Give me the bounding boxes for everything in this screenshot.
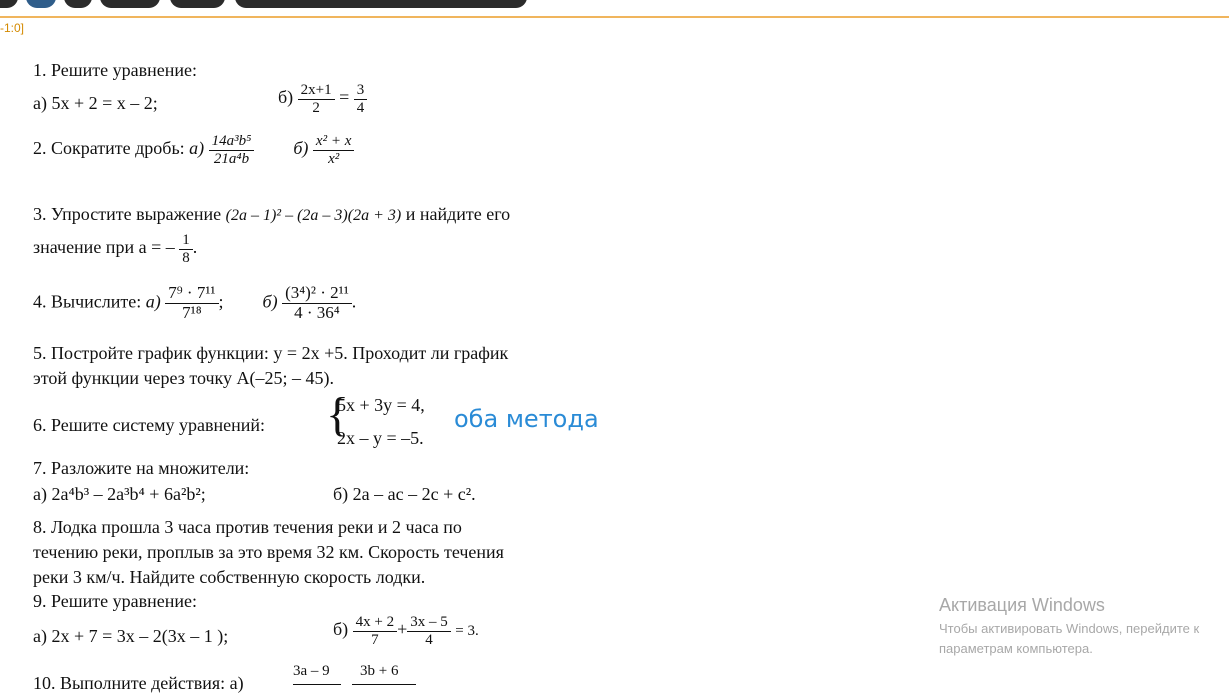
task-9b: б) $\frac{4x + 2}{7}$ + $\frac{3x - 5}{4}$ = 3.	[333, 614, 479, 648]
task-3-expression: (2a – 1)² – (2a – 3)(2a + 3)	[225, 207, 402, 224]
fraction-num: 3x – 5	[407, 614, 451, 632]
task-5-line1: 5. Постройте график функции: y = 2x +5. Проходит ли график	[33, 343, 509, 363]
fraction-num: 14a³b⁵	[209, 133, 255, 151]
fraction-den: 21a⁴b	[213, 150, 250, 167]
task-3-line1	[33, 204, 613, 225]
task-10-title: 10. Выполните действия: а)	[33, 673, 244, 693]
task-1-title: 1. Решите уравнение:	[33, 60, 197, 80]
task-2b-fraction	[313, 133, 354, 167]
task-1b-fraction	[298, 82, 335, 116]
task-7a: а) 2a⁴b³ – 2a³b⁴ + 6a²b²;	[33, 484, 206, 504]
task-9-title: 9. Решите уравнение:	[33, 591, 197, 611]
fraction-num: (3⁴)² · 2¹¹	[282, 284, 352, 304]
task-4-title: 4. Вычислите:	[33, 291, 142, 312]
toolbar-input[interactable]	[235, 0, 527, 8]
task-10-num1: 3a – 9	[293, 663, 330, 679]
fraction-den: 8	[182, 249, 190, 266]
fraction-den: 4	[356, 99, 365, 116]
handwritten-note: оба метода	[454, 405, 599, 433]
fraction-num: 7⁹ · 7¹¹	[165, 284, 218, 304]
task-1a: а) 5x + 2 = x – 2;	[33, 93, 158, 113]
fraction-num: x² + x	[313, 133, 354, 151]
task-3-value-text: значение при a = –	[33, 237, 175, 258]
fraction-den: 2	[312, 99, 320, 116]
task-4: 4. Вычислите: а) $\frac{\text{7⁹ · 7¹¹}}{\text{7¹⁸}}$ ; б) $\frac{\text{(3⁴)² · 2¹¹}}{\text{4 · 36⁴}}$ .	[33, 283, 357, 322]
windows-activation-line1: Чтобы активировать Windows, перейдите к	[939, 621, 1200, 636]
task-8-line3: реки 3 км/ч. Найдите собственную скорость лодки.	[33, 567, 426, 587]
task-9b-fraction-1	[353, 614, 397, 648]
task-9b-label: б)	[333, 619, 349, 640]
task-1b-label: б)	[278, 87, 294, 108]
task-10-fraction-bar	[293, 684, 341, 685]
task-4a-label: а)	[145, 291, 161, 312]
fraction-den: 4	[425, 631, 433, 648]
fraction-num: 4x + 2	[353, 614, 397, 632]
task-2-title: 2. Сократите дробь:	[33, 138, 185, 159]
task-1b	[278, 82, 367, 116]
task-10-num2: 3b + 6	[360, 663, 399, 679]
task-3-text: 3. Упростите выражение	[33, 204, 222, 224]
fraction-den: 7¹⁸	[182, 302, 202, 322]
fraction-num: 3	[354, 82, 368, 100]
task-4b-label: б)	[262, 291, 278, 312]
task-10-fraction-bar	[352, 684, 416, 685]
top-toolbar	[0, 0, 1229, 17]
task-9b-fraction-2	[407, 614, 451, 648]
task-3-fraction	[179, 232, 193, 266]
task-1b-rhs	[354, 82, 368, 116]
windows-activation-title: Активация Windows	[939, 595, 1105, 615]
toolbar-button[interactable]	[64, 0, 92, 8]
windows-activation-line2: параметрам компьютера.	[939, 641, 1093, 656]
task-2a-label: а)	[189, 138, 205, 159]
task-2b-label: б)	[293, 138, 309, 159]
toolbar-button[interactable]	[170, 0, 225, 8]
task-8-line1: 8. Лодка прошла 3 часа против течения реки и 2 часа по	[33, 517, 462, 537]
fraction-den: x²	[328, 150, 340, 167]
toolbar-divider	[0, 16, 1229, 18]
task-8-line2: течению реки, проплыв за это время 32 км. Скорость течения	[33, 542, 504, 562]
task-3-line2: значение при a = – $\frac{1}{8}$ .	[33, 232, 198, 266]
task-6-eq2: 2x – y = –5.	[337, 428, 424, 448]
toolbar-button[interactable]	[26, 0, 56, 8]
cell-label: -1:0]	[0, 21, 25, 35]
task-2a-fraction	[209, 133, 255, 167]
task-4a-fraction	[165, 284, 218, 322]
task-4b-fraction	[282, 284, 352, 322]
toolbar-button[interactable]	[100, 0, 160, 8]
system-brace: {	[326, 388, 350, 441]
task-2	[33, 133, 354, 167]
task-7-title: 7. Разложите на множители:	[33, 458, 250, 478]
windows-activation-text	[939, 619, 1229, 659]
toolbar-button[interactable]	[0, 0, 18, 8]
task-6-title: 6. Решите систему уравнений:	[33, 415, 265, 435]
fraction-num: 1	[179, 232, 193, 250]
task-6-eq1: 5x + 3y = 4,	[337, 395, 425, 415]
task-3-text-end: и найдите его	[405, 204, 511, 224]
task-5-line2: этой функции через точку A(–25; – 45).	[33, 368, 335, 388]
equals-sign: =	[339, 87, 350, 108]
task-9a: а) 2x + 7 = 3x – 2(3x – 1 );	[33, 626, 229, 646]
fraction-den: 7	[371, 631, 379, 648]
task-7b: б) 2a – ac – 2c + c².	[333, 484, 476, 504]
task-9b-rhs: = 3.	[455, 623, 479, 640]
fraction-num: 2x+1	[298, 82, 335, 100]
fraction-den: 4 · 36⁴	[294, 302, 340, 322]
